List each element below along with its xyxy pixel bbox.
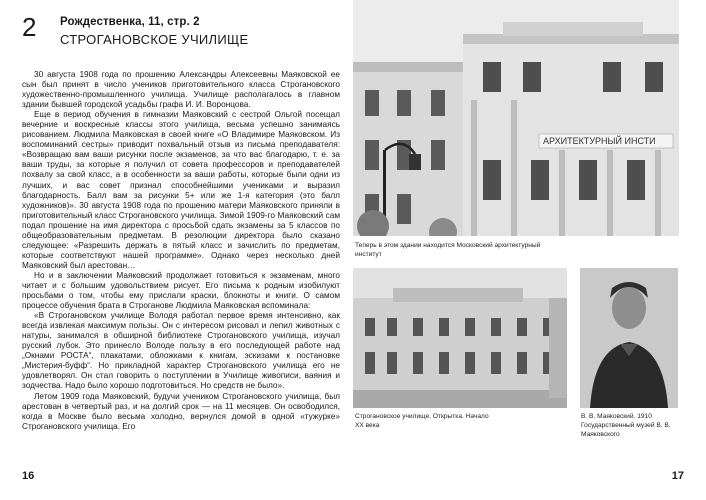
paragraph: Но и в заключении Маяковский продолжает готовиться к экзаменам, много читает и с большим удовольствием рисует. Его письма к родным изобилуют просьбами о том, чтобы ему прислали краски, блокноты и книги. О самом процессе обучения брата в Строганове Людмила Маяковская вспоминала: [22, 270, 340, 311]
paragraph: Летом 1909 года Маяковский, будучи учеником Строгановского училища, был арестован в четвертый раз, и на долгий срок — на 11 месяцев. Он освободился, когда в Москве было весьма холодно, вернулся домой в одной «тужурке» Строгановского училища. Его [22, 391, 340, 431]
portrait-caption: В. В. Маяковский. 1910 Государственный музей В. В. Маяковского [581, 413, 671, 438]
school-postcard-illustration [353, 268, 567, 408]
building-sign: АРХИТЕКТУРНЫЙ ИНСТИ [543, 136, 656, 146]
building-photo-illustration [353, 0, 679, 236]
chapter-title: СТРОГАНОВСКОЕ УЧИЛИЩЕ [60, 32, 249, 47]
school-postcard-photo [353, 268, 567, 408]
address-heading: Рождественка, 11, стр. 2 [60, 16, 200, 28]
paragraph: «В Строгановском училище Володя работал первое время интенсивно, как всегда извлекая максимум пользы. Он с интересом рисовал и лепил животных с натуры, занимался в обширной библиотеке Строгановского училища, изучал русский лубок. Это принесло Володе пользу в его последующей работе над „Окнами РОСТА“, плакатами, обложками к книгам, эскизами к постановке „Мистерия-буфф“. Но прикладной характер Строгановского училища его не удовлетворял. Он стал говорить о поступлении в Училище живописи, ваяния и зодчества. Надо было хорошо подготовиться. Но средств не было». [22, 311, 340, 391]
portrait-illustration [580, 268, 678, 408]
school-postcard-caption: Строгановское училище. Открытка. Начало XX века [355, 413, 489, 429]
page-number-left: 16 [22, 470, 35, 482]
chapter-number: 2 [22, 12, 37, 42]
building-photo-caption: Теперь в этом здании находится Московский архитектурный институт [355, 242, 541, 258]
right-page [353, 0, 706, 500]
article-body [22, 70, 340, 432]
paragraph: 30 августа 1908 года по прошению Александры Алексеевны Маяковской ее сын был принят в число учеников приготовительного класса Строгановского художественно-промышленного училища. Училище располагалось в главном здании бывшей городской усадьбы графа И. И. Воронцова. [22, 70, 340, 110]
portrait-photo [580, 268, 678, 408]
paragraph: Еще в период обучения в гимназии Маяковский с сестрой Ольгой посещал вечерние и воскресные классы этого училища, весьма успешно занимаясь рисованием. Людмила Маяковская в своей книге «О Владимире Маяковском. Из воспоминаний сестры» приводит похвальный отзыв из письма преподавателя: «Возвращаю вам ваши рисунки после экзаменов, за что вас благодарю, т. е. за ваши труды, за которые я получил от совета профессоров и преподавателей похвалу за свой класс, а в особенности за ваши работы, которые были одни из лучших, и вас совет признал способнейшими учениками и выразил благодарность. Балл вам за рисунки 5+ или же 1-я категория (это балл художников)». 30 августа 1908 года по прошению матери Маяковского приняли в приготовительный класс Строгановского училища. Зимой 1909-го Маяковский сам подал прошение на имя директора с просьбой сдать экзамены за 5 классов по общеобразовательным предметам. В резолюции директора было сказано следующее: «Разрешить держать в пятый класс и зачислить по предметам, которые соответствуют нашей программе». Однако через несколько дней Маяковский был арестован… [22, 110, 340, 270]
building-photo [353, 0, 679, 236]
page-number-right: 17 [671, 470, 684, 482]
